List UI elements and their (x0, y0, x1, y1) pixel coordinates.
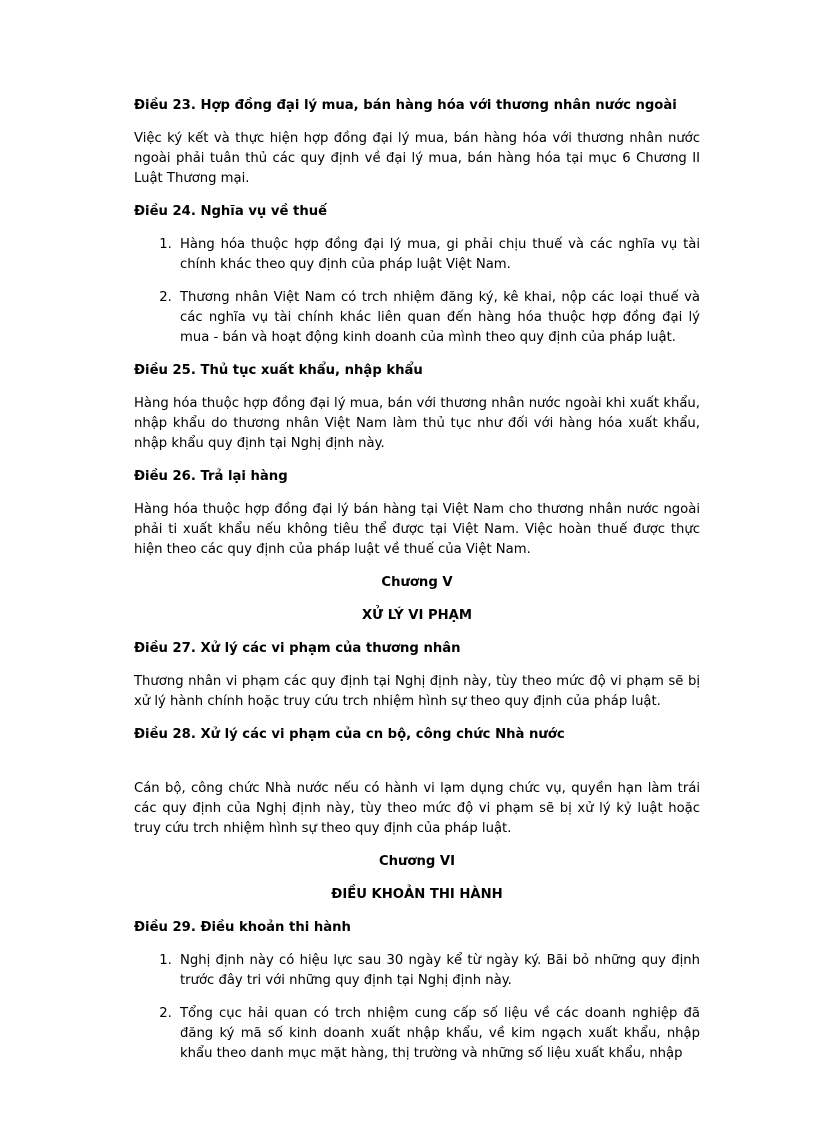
document-page (134, 96, 700, 1077)
article-29-list (134, 951, 700, 1064)
chapter-6-label: Chương VI (378, 854, 456, 869)
article-28-title: Điều 28. Xử lý các vi phạm của cn bộ, công chức Nhà nước (134, 727, 565, 742)
chapter-5-name: XỬ LÝ VI PHẠM (362, 608, 472, 623)
chapter-6-name: ĐIỀU KHOẢN THI HÀNH (331, 887, 503, 902)
article-23-title: Điều 23. Hợp đồng đại lý mua, bán hàng hóa với thương nhân nước ngoài (134, 98, 677, 113)
article-26-title: Điều 26. Trả lại hàng (134, 469, 288, 484)
article-28-text: Cán bộ, công chức Nhà nước nếu có hành vi lạm dụng chức vụ, quyền hạn làm trái các quy định của Nghị định này, tùy theo mức độ vi phạm sẽ bị xử lý kỷ luật hoặc truy cứu trch nhiệm hình sự theo quy định của pháp luật. (134, 781, 700, 836)
article-26-text: Hàng hóa thuộc hợp đồng đại lý bán hàng tại Việt Nam cho thương nhân nước ngoài phải ti xuất khẩu nếu không tiêu thể được tại Việt Nam. Việc hoàn thuế được thực hiện theo các quy định của pháp luật về thuế của Việt Nam. (134, 502, 700, 557)
chapter-5-label: Chương V (381, 575, 453, 590)
article-25-text: Hàng hóa thuộc hợp đồng đại lý mua, bán với thương nhân nước ngoài khi xuất khẩu, nhập khẩu do thương nhân Việt Nam làm thủ tục như đối với hàng hóa xuất khẩu, nhập khẩu quy định tại Nghị định này. (134, 396, 700, 451)
list-item: 1. Nghị định này có hiệu lực sau 30 ngày kể từ ngày ký. Bãi bỏ những quy định trước đây tri với những quy định tại Nghị định này. (176, 951, 700, 991)
article-24-title: Điều 24. Nghĩa vụ về thuế (134, 204, 328, 219)
list-item: 1. Hàng hóa thuộc hợp đồng đại lý mua, gi phải chịu thuế và các nghĩa vụ tài chính khác theo quy định của pháp luật Việt Nam. (176, 235, 700, 275)
list-item: 2. Thương nhân Việt Nam có trch nhiệm đăng ký, kê khai, nộp các loại thuế và các nghĩa vụ tài chính khác liên quan đến hàng hóa thuộc hợp đồng đại lý mua - bán và hoạt động kinh doanh của mình theo quy định của pháp luật. (176, 288, 700, 348)
article-27-text: Thương nhân vi phạm các quy định tại Nghị định này, tùy theo mức độ vi phạm sẽ bị xử lý hành chính hoặc truy cứu trch nhiệm hình sự theo quy định của pháp luật. (134, 674, 700, 709)
article-24-list (134, 235, 700, 348)
list-item: 2. Tổng cục hải quan có trch nhiệm cung cấp số liệu về các doanh nghiệp đã đăng ký mã số kinh doanh xuất nhập khẩu, về kim ngạch xuất khẩu, nhập khẩu theo danh mục mặt hàng, thị trường và những số liệu xuất khẩu, nhập (176, 1004, 700, 1064)
article-25-title: Điều 25. Thủ tục xuất khẩu, nhập khẩu (134, 363, 423, 378)
article-29-title: Điều 29. Điều khoản thi hành (134, 920, 351, 935)
article-27-title: Điều 27. Xử lý các vi phạm của thương nhân (134, 641, 461, 656)
article-23-text: Việc ký kết và thực hiện hợp đồng đại lý mua, bán hàng hóa với thương nhân nước ngoài phải tuân thủ các quy định về đại lý mua, bán hàng hóa tại mục 6 Chương II Luật Thương mại. (134, 131, 700, 186)
